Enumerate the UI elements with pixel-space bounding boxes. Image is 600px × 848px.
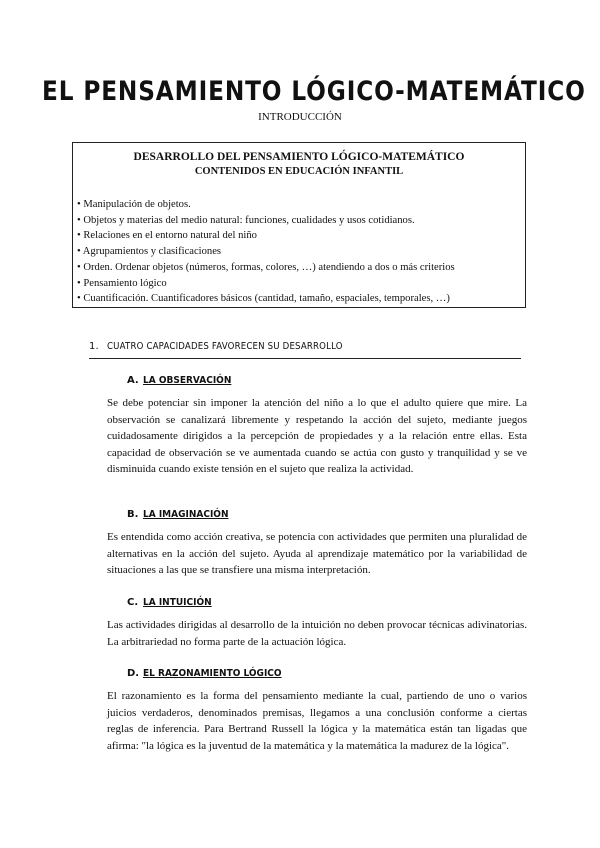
subsection-title: LA IMAGINACIÓN: [143, 509, 229, 520]
contents-list: [77, 197, 521, 307]
subsection-heading-d: [127, 668, 297, 679]
section-heading: [89, 341, 521, 359]
list-item: • Manipulación de objetos.: [77, 199, 191, 210]
paragraph-imaginacion: Es entendida como acción creativa, se potencia con actividades que permiten una pluralidad de alternativas en la acción del sujeto. Ayuda al aprendizaje matemático por la variabilidad de situaciones a las que se transfiere una misma interpretación.: [107, 531, 527, 576]
subsection-letter: D.: [127, 668, 140, 679]
document-title: EL PENSAMIENTO LÓGICO-MATEMÁTICO: [42, 76, 586, 107]
subsection-letter: B.: [127, 509, 139, 520]
box-subheading: CONTENIDOS EN EDUCACIÓN INFANTIL: [194, 166, 404, 177]
subsection-title: LA OBSERVACIÓN: [143, 375, 232, 386]
list-item: • Orden. Ordenar objetos (números, formas, colores, …) atendiendo a dos o más criterios: [77, 261, 455, 273]
section-number: 1.: [89, 341, 99, 352]
section-title-text: CUATRO CAPACIDADES FAVORECEN SU DESARROLLO: [107, 341, 343, 352]
list-item: • Pensamiento lógico: [77, 277, 167, 289]
subsection-title: LA INTUICIÓN: [143, 597, 212, 608]
document-subtitle: INTRODUCCIÓN: [258, 111, 342, 123]
subsection-title: EL RAZONAMIENTO LÓGICO: [143, 668, 282, 679]
subsection-letter: C.: [127, 597, 139, 608]
subsection-heading-c: [127, 597, 219, 608]
list-item: • Relaciones en el entorno natural del niño: [77, 230, 257, 242]
box-heading: DESARROLLO DEL PENSAMIENTO LÓGICO-MATEMÁTICO: [133, 151, 465, 163]
paragraph-intuicion: Las actividades dirigidas al desarrollo de la intuición no deben provocar técnicas adivinatorias. La arbitrariedad no forma parte de la actuación lógica.: [107, 619, 527, 648]
subsection-heading-a: [127, 375, 241, 386]
paragraph-observacion: Se debe potenciar sin imponer la atención del niño a lo que el adulto quiere que mire. La observación se canalizará libremente y respetando la acción del sujeto, mediante juegos cuidadosamente dirigidos a la percepción de propiedades y a la relación entre ellas. Esta capacidad de observación se ve aumentada cuando se actúa con gusto y tranquilidad y se ve disminuida cuando existe tensión en el sujeto que realiza la actividad.: [107, 397, 527, 475]
subsection-letter: A.: [127, 375, 139, 386]
list-item: • Cuantificación. Cuantificadores básicos (cantidad, tamaño, espaciales, temporales, …): [77, 293, 450, 305]
list-item: • Objetos y materias del medio natural: funciones, cualidades y usos cotidianos.: [77, 214, 415, 226]
subsection-heading-b: [127, 509, 238, 520]
list-item: • Agrupamientos y clasificaciones: [77, 246, 222, 258]
contents-box: [72, 142, 526, 308]
paragraph-razonamiento: El razonamiento es la forma del pensamiento mediante la cual, partiendo de uno o varios juicios verdaderos, denominados premisas, llegamos a una conclusión conforme a ciertas reglas de inferencia. Para Bertrand Russell la lógica y la matemática están tan ligadas que afirma: "la lógica es la juventud de la matemática y la matemática la madurez de la lógica".: [107, 690, 527, 752]
